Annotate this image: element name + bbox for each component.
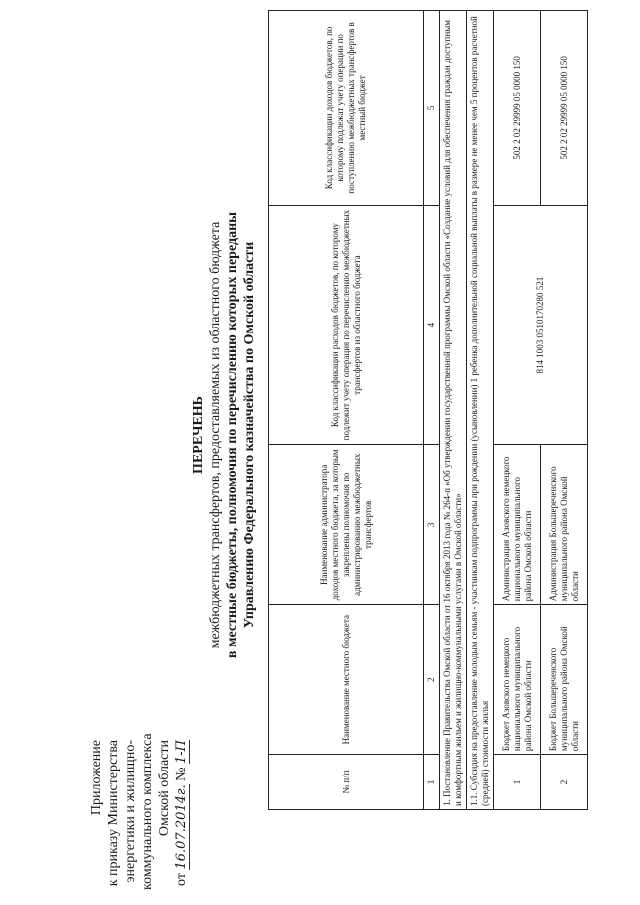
title-line: Управлению Федерального казначейства по Омской области: [242, 241, 257, 629]
budget-name: Бюджет Азовского немецкого национального муниципального района Омской области: [494, 605, 541, 755]
column-header: Наименование местного бюджета: [269, 605, 424, 755]
from-label: от: [174, 873, 189, 886]
section-row: [440, 11, 467, 810]
title-line: в местные бюджеты, полномочия по перечислению которых переданы: [225, 211, 240, 659]
column-header: Код классификации расходов бюджетов, по которому подлежит учету операция по перечислению межбюджетных трансфертов из областного бюджета: [269, 205, 424, 445]
appendix-block: [88, 733, 190, 890]
administrator-name: Администрация Азовского немецкого национального муниципального района Омской области: [494, 445, 541, 605]
handwritten-number: 1-П: [174, 740, 189, 765]
appendix-line: к приказу Министерства: [106, 740, 121, 887]
column-number: 3: [424, 445, 440, 605]
budget-name: Бюджет Большереченского муниципального района Омской области: [541, 605, 588, 755]
appendix-line: коммунального комплекса: [140, 733, 155, 890]
row-number: 1: [494, 755, 541, 810]
subsection-text: 1.1. Субсидия на предоставление молодым семьям - участникам подпрограммы при рождении (усыновлении) 1 ребенка дополнительной социальной выплаты в размере не менее чем 5 процентов расчетной (средней) стоимости жилья: [467, 11, 494, 810]
table-header-row: [269, 11, 424, 810]
column-header: Наименование администратора доходов местного бюджета, за которым закреплены полномочия по администрированию межбюджетных трансфертов: [269, 445, 424, 605]
title-line: межбюджетных трансфертов, предоставляемых из областного бюджета: [208, 221, 223, 649]
appendix-title: Приложение: [89, 740, 104, 816]
column-header: № п/п: [269, 755, 424, 810]
appendix-line: Омской области: [157, 740, 172, 837]
administrator-name: Администрация Большереченского муниципального района Омской области: [541, 445, 588, 605]
title-heading: ПЕРЕЧЕНЬ: [191, 396, 206, 474]
section-text: 1. Постановление Правительства Омской области от 16 октября 2013 года № 264-п «Об утверждении государственной программы Омской области «Создание условий для обеспечения граждан доступным и комфортным жильем и жилищно-коммунальными услугами в Омской области»: [440, 11, 467, 810]
table-row: [494, 11, 541, 810]
row-number: 2: [541, 755, 588, 810]
appendix-date-line: [173, 740, 190, 890]
income-code: 502 2 02 29999 05 0000 150: [541, 11, 588, 206]
subsection-row: [467, 11, 494, 810]
expense-code: 814 1003 0510170280 521: [494, 205, 588, 445]
number-label: №: [174, 767, 189, 781]
column-number: 5: [424, 11, 440, 206]
transfers-table: [268, 10, 588, 810]
column-header: Код классификации доходов бюджетов, по которому подлежат учету операции по поступлению межбюджетных трансфертов в местный бюджет: [269, 11, 424, 206]
appendix-line: энергетики и жилищно-: [123, 740, 138, 883]
handwritten-date: 16.07.2014г.: [174, 784, 189, 870]
income-code: 502 2 02 29999 05 0000 150: [494, 11, 541, 206]
column-number: 4: [424, 205, 440, 445]
column-number: 1: [424, 755, 440, 810]
column-number: 2: [424, 605, 440, 755]
column-number-row: [424, 11, 440, 810]
document-title: [190, 175, 258, 695]
